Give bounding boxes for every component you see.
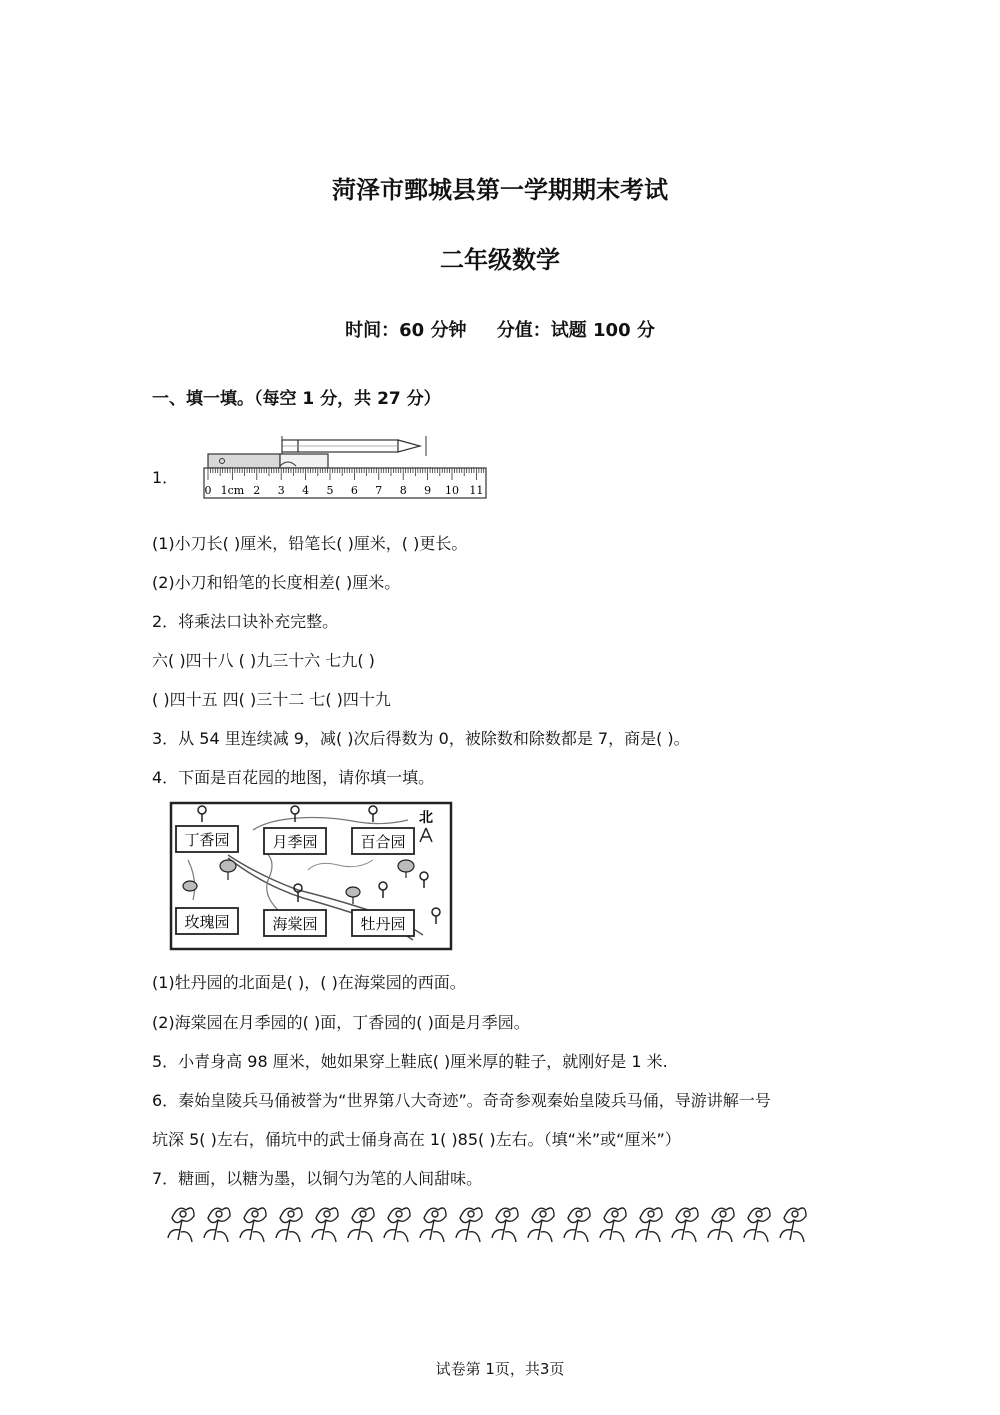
sugar-flower-icon xyxy=(204,1208,230,1242)
q6-line2: 坑深 5( )左右，俑坑中的武士俑身高在 1( )85( )左右。（填“米”或“厘米”） xyxy=(152,1130,681,1149)
compass-label: 北 xyxy=(419,810,433,826)
garden-label: 玫瑰园 xyxy=(184,913,230,931)
sugar-flower-icon xyxy=(636,1208,662,1242)
q4-stem: 4．下面是百花园的地图，请你填一填。 xyxy=(152,768,435,787)
pencil-icon xyxy=(282,436,426,456)
ruler-tick-label: 5 xyxy=(326,484,334,497)
garden-label: 百合园 xyxy=(360,833,406,851)
sugar-flower-icon xyxy=(312,1208,338,1242)
ruler-tick-label: 0 xyxy=(204,484,212,497)
sugar-flower-icon xyxy=(420,1208,446,1242)
exam-time: 时间：60 分钟 xyxy=(345,320,467,341)
ruler-tick-label: 9 xyxy=(424,484,432,497)
sugar-flower-icon xyxy=(168,1208,194,1242)
sugar-flower-icon xyxy=(780,1208,806,1242)
sugar-flower-icon xyxy=(600,1208,626,1242)
sugar-flower-icon xyxy=(708,1208,734,1242)
q7-stem: 7．糖画，以糖为墨，以铜勺为笔的人间甜味。 xyxy=(152,1169,483,1188)
q6-line1: 6．秦始皇陵兵马俑被誉为“世界第八大奇迹”。奇奇参观秦始皇陵兵马俑，导游讲解一号 xyxy=(152,1091,771,1110)
q1-number: 1． xyxy=(152,468,179,487)
ruler-tick-label: 2 xyxy=(253,484,261,497)
sugar-flower-icon xyxy=(276,1208,302,1242)
exam-subtitle: 二年级数学 xyxy=(440,246,560,274)
sugar-flower-icon xyxy=(672,1208,698,1242)
section-heading: 一、填一填。（每空 1 分，共 27 分） xyxy=(152,389,441,409)
q2-row2: ( )四十五 四( )三十二 七( )四十九 xyxy=(152,690,391,709)
q1-part2: (2)小刀和铅笔的长度相差( )厘米。 xyxy=(152,573,401,592)
q4-part1: (1)牡丹园的北面是( )，( )在海棠园的西面。 xyxy=(152,973,466,992)
garden-label: 丁香园 xyxy=(184,831,230,849)
q1-part1: (1)小刀长( )厘米，铅笔长( )厘米，( )更长。 xyxy=(152,534,468,553)
sugar-flower-icon xyxy=(384,1208,410,1242)
sugar-flower-icon xyxy=(456,1208,482,1242)
sugar-flower-icon xyxy=(528,1208,554,1242)
q2-stem: 2．将乘法口诀补充完整。 xyxy=(152,612,339,631)
sugar-flower-icon xyxy=(744,1208,770,1242)
ruler-tick-label: 8 xyxy=(399,484,407,497)
sugar-painting-row xyxy=(166,1198,814,1250)
sugar-flower-icon xyxy=(240,1208,266,1242)
ruler-tick-label: 3 xyxy=(277,484,285,497)
garden-label: 牡丹园 xyxy=(360,915,406,933)
page-footer: 试卷第 1页，共3页 xyxy=(435,1360,565,1378)
garden-map xyxy=(168,800,454,952)
exam-score: 分值：试题 100 分 xyxy=(496,320,655,341)
sugar-flower-icon xyxy=(492,1208,518,1242)
ruler-icon xyxy=(204,468,486,498)
ruler-tick-label: 10 xyxy=(445,484,459,497)
garden-label: 海棠园 xyxy=(272,915,318,933)
ruler-tick-label: 11 xyxy=(469,484,484,497)
ruler-tick-label: 6 xyxy=(350,484,358,497)
ruler-tick-label: 4 xyxy=(302,484,310,497)
q2-row1: 六( )四十八 ( )九三十六 七九( ) xyxy=(152,651,375,670)
exam-meta xyxy=(0,316,1000,342)
q3-stem: 3．从 54 里连续减 9，减( )次后得数为 0，被除数和除数都是 7，商是( )。 xyxy=(152,729,690,748)
q4-part2: (2)海棠园在月季园的( )面，丁香园的( )面是月季园。 xyxy=(152,1013,530,1032)
garden-label: 月季园 xyxy=(272,833,318,851)
sugar-flower-icon xyxy=(564,1208,590,1242)
sugar-flower-icon xyxy=(348,1208,374,1242)
ruler-figure xyxy=(198,436,490,502)
q5-stem: 5．小青身高 98 厘米，她如果穿上鞋底( )厘米厚的鞋子，就刚好是 1 米. xyxy=(152,1052,668,1071)
exam-title: 菏泽市鄄城县第一学期期末考试 xyxy=(332,176,668,204)
ruler-tick-label: 1cm xyxy=(220,484,245,497)
ruler-tick-label: 7 xyxy=(375,484,383,497)
knife-icon xyxy=(208,454,328,468)
